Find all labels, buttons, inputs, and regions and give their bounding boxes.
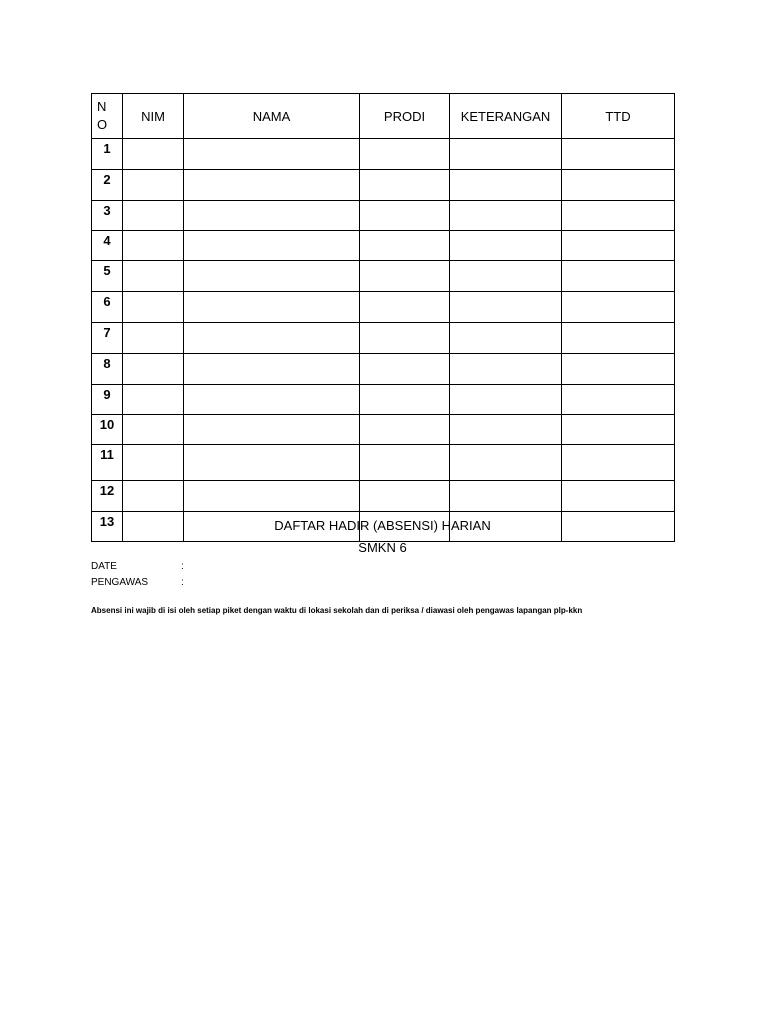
cell-ttd [562,261,675,292]
cell-nama [184,385,360,415]
attendance-table [91,93,675,542]
cell-ttd [562,415,675,445]
cell-prodi [360,445,450,481]
cell-keterangan [450,231,562,261]
cell-keterangan [450,415,562,445]
table-header-row [92,94,675,139]
cell-prodi [360,231,450,261]
cell-keterangan [450,201,562,231]
cell-prodi [360,481,450,512]
row-number: 11 [92,445,123,481]
cell-keterangan [450,261,562,292]
row-number: 4 [92,231,123,261]
row-number: 8 [92,354,123,385]
table-row [92,354,675,385]
cell-ttd [562,354,675,385]
row-number: 2 [92,170,123,201]
table-row [92,415,675,445]
header-nama: NAMA [184,94,360,139]
cell-nama [184,481,360,512]
cell-nim [123,292,184,323]
cell-nama [184,261,360,292]
date-field [91,561,184,572]
row-number: 5 [92,261,123,292]
table-row [92,201,675,231]
cell-ttd [562,201,675,231]
pengawas-value: : [181,577,184,588]
table-row [92,261,675,292]
document-title: DAFTAR HADIR (ABSENSI) HARIAN [274,518,491,533]
cell-nim [123,261,184,292]
cell-ttd [562,292,675,323]
school-name: SMKN 6 [358,540,407,555]
cell-ttd [562,139,675,170]
cell-keterangan [450,481,562,512]
cell-ttd [562,231,675,261]
cell-nim [123,323,184,354]
header-no [92,94,123,139]
cell-nama [184,201,360,231]
cell-nama [184,323,360,354]
row-number: 13 [92,512,123,542]
cell-ttd [562,170,675,201]
cell-keterangan [450,170,562,201]
row-number: 6 [92,292,123,323]
cell-prodi [360,415,450,445]
cell-ttd [562,481,675,512]
cell-nim [123,139,184,170]
cell-nim [123,445,184,481]
cell-ttd [562,385,675,415]
cell-nama [184,445,360,481]
cell-nim [123,354,184,385]
cell-keterangan [450,139,562,170]
row-number: 9 [92,385,123,415]
header-ttd: TTD [562,94,675,139]
cell-prodi [360,354,450,385]
cell-prodi [360,261,450,292]
table-row [92,445,675,481]
header-prodi: PRODI [360,94,450,139]
pengawas-field [91,577,184,588]
table-row [92,139,675,170]
row-number: 1 [92,139,123,170]
date-label: DATE [91,561,117,572]
table-row [92,385,675,415]
cell-nim [123,385,184,415]
cell-nim [123,481,184,512]
cell-keterangan [450,385,562,415]
row-number: 3 [92,201,123,231]
cell-nim [123,201,184,231]
pengawas-label: PENGAWAS [91,577,149,588]
cell-nama [184,292,360,323]
cell-keterangan [450,354,562,385]
cell-keterangan [450,292,562,323]
cell-nama [184,170,360,201]
table-row [92,231,675,261]
header-nim: NIM [123,94,184,139]
cell-nama [184,415,360,445]
table-row [92,323,675,354]
row-number: 10 [92,415,123,445]
header-no-line2: O [97,117,108,132]
cell-prodi [360,170,450,201]
cell-nim [123,231,184,261]
cell-nama [184,231,360,261]
table-row [92,481,675,512]
date-value: : [181,561,184,572]
table-row [92,170,675,201]
cell-prodi [360,385,450,415]
cell-nim [123,415,184,445]
cell-keterangan [450,445,562,481]
row-number: 7 [92,323,123,354]
table-row [92,292,675,323]
cell-nama [184,139,360,170]
cell-prodi [360,139,450,170]
cell-nama [184,354,360,385]
cell-ttd [562,445,675,481]
cell-ttd [562,323,675,354]
cell-keterangan [450,323,562,354]
header-no-line1: N [97,99,107,114]
cell-prodi [360,201,450,231]
instruction-note: Absensi ini wajib di isi oleh setiap piket dengan waktu di lokasi sekolah dan di periksa / diawasi oleh pengawas lapangan plp-kkn [91,606,583,615]
cell-nim [123,170,184,201]
cell-prodi [360,292,450,323]
header-keterangan: KETERANGAN [450,94,562,139]
cell-prodi [360,323,450,354]
row-number: 12 [92,481,123,512]
